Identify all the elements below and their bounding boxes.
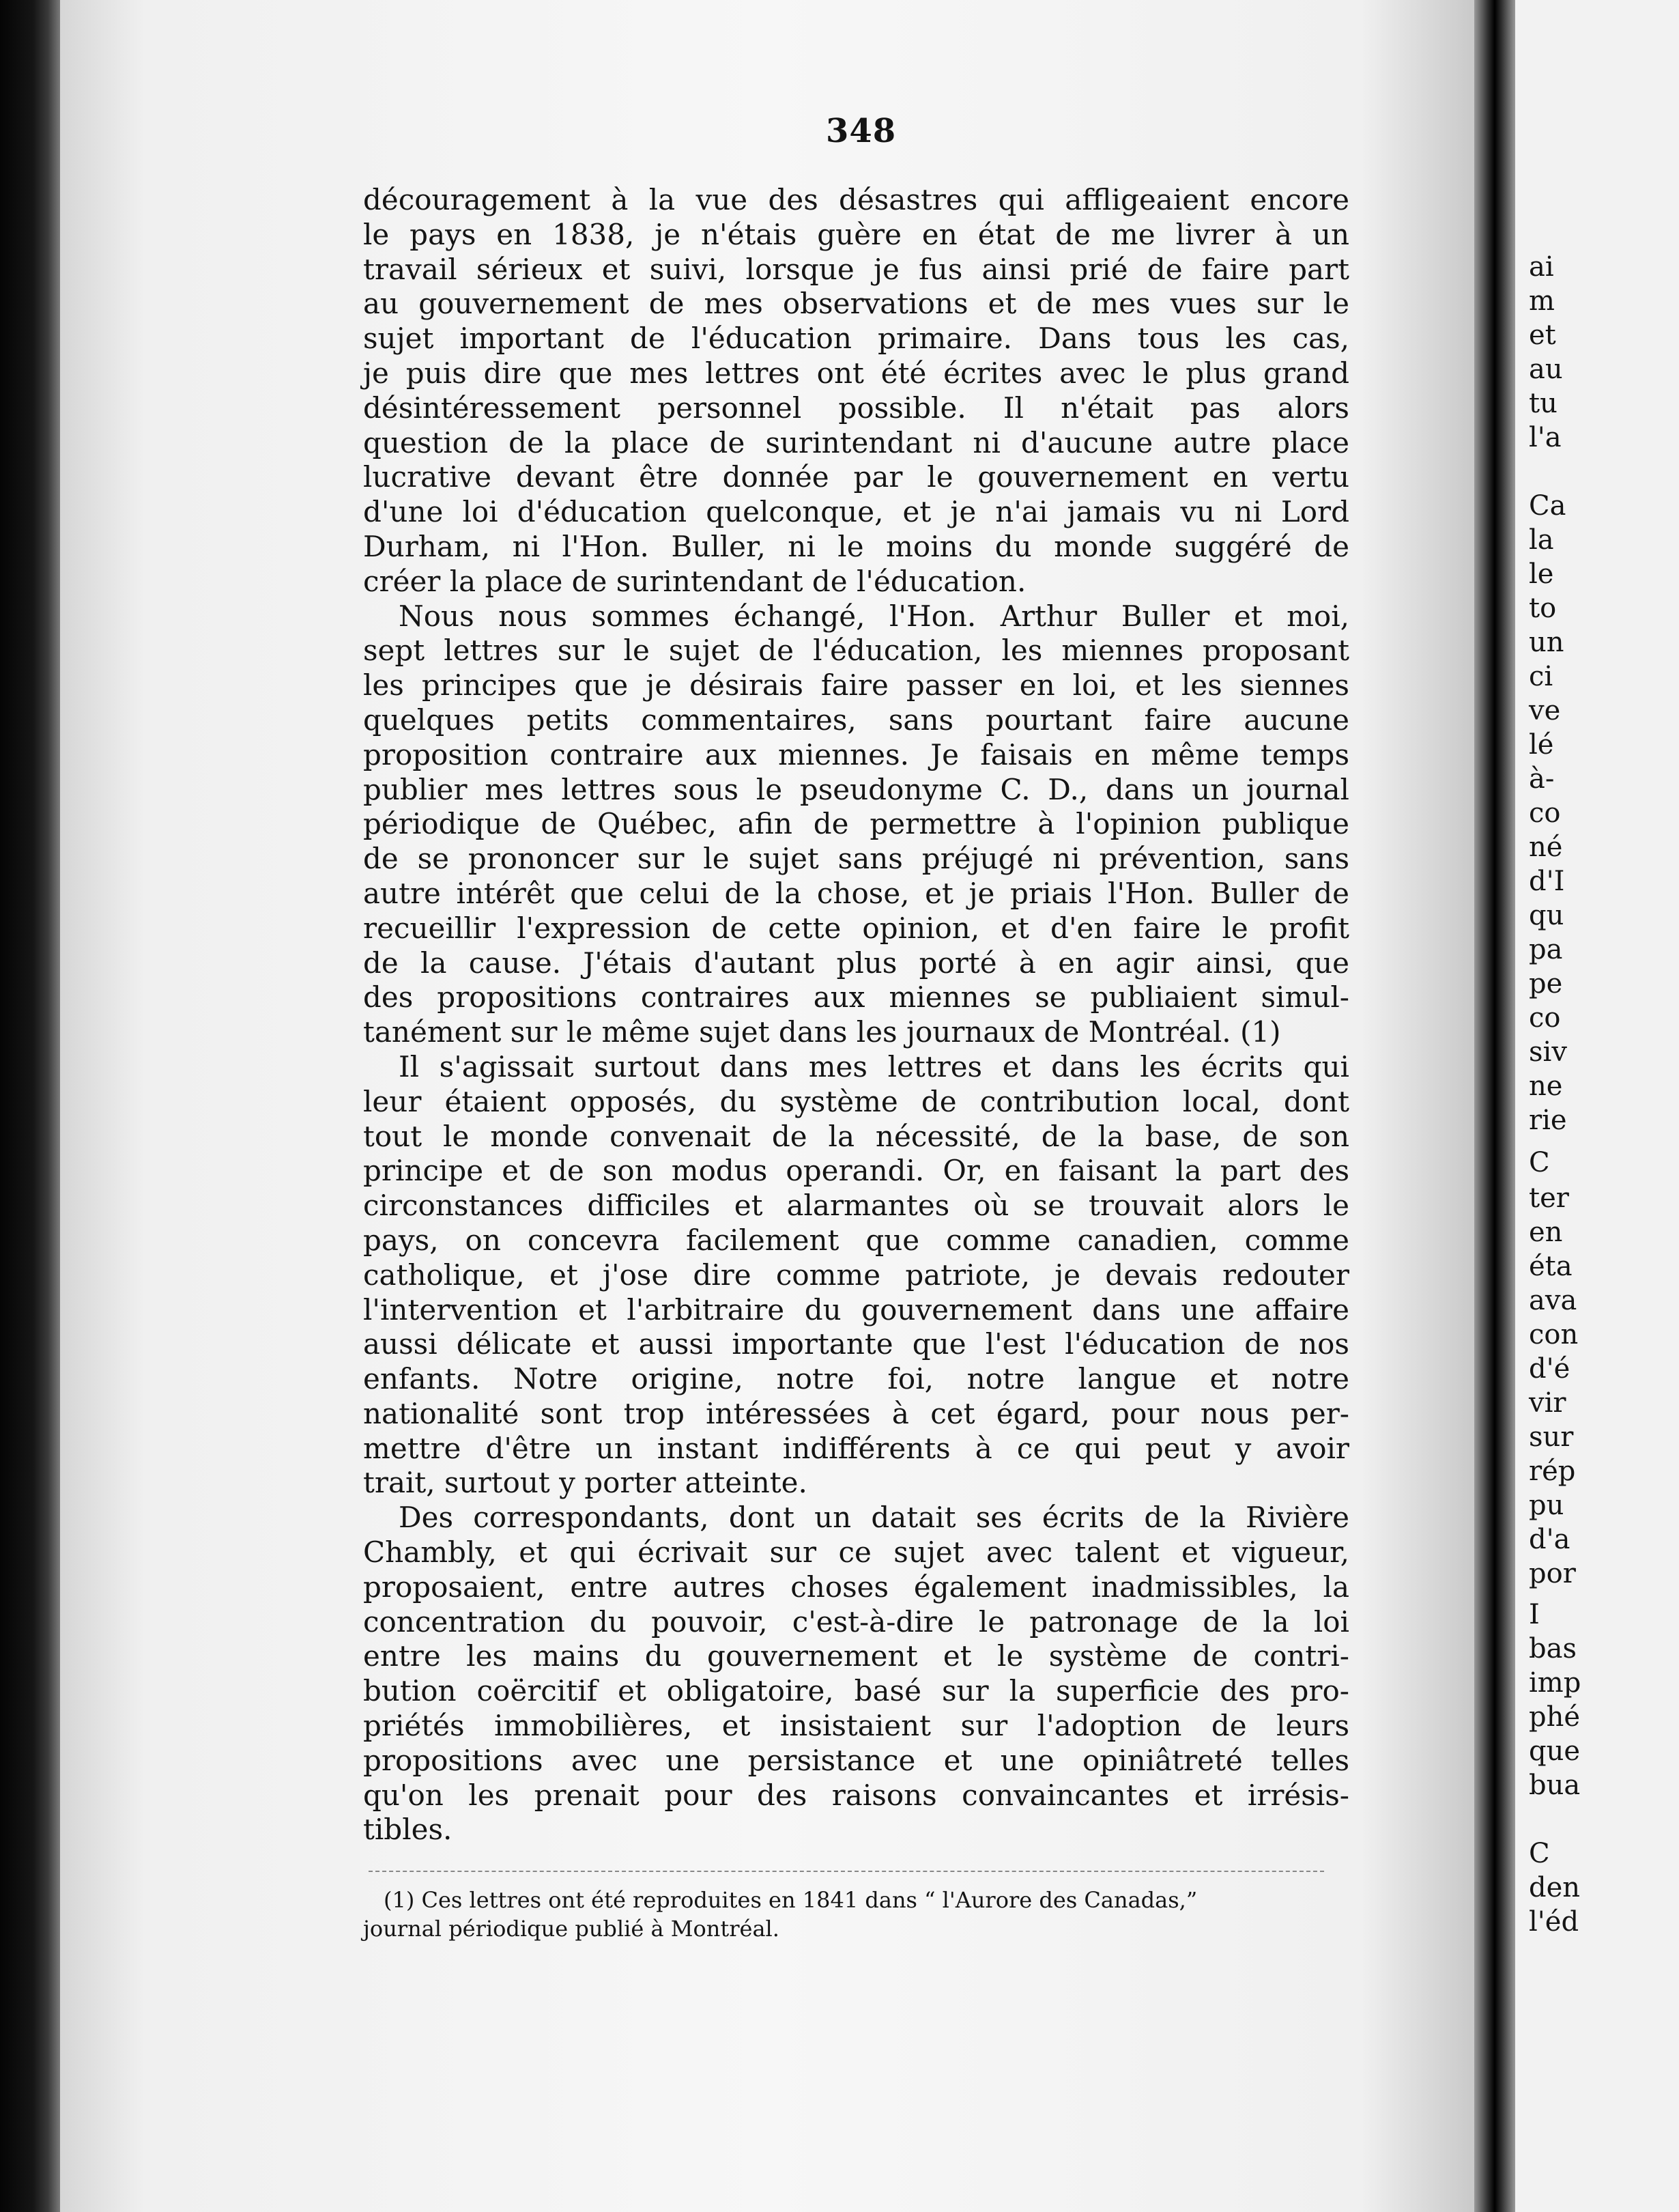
facing-page-text: à- <box>1529 763 1555 795</box>
text-line: créer la place de surintendant de l'éducation. <box>363 564 1027 598</box>
text-line: leur étaient opposés, du système de contribution local, dont <box>363 1084 1349 1118</box>
text-line: Il s'agissait surtout dans mes lettres et dans les écrits qui <box>399 1049 1349 1083</box>
text-line: aussi délicate et aussi importante que l'est l'éducation de nos <box>363 1327 1349 1361</box>
facing-page-text: imp <box>1529 1667 1581 1699</box>
text-line: entre les mains du gouvernement et le système de contri- <box>363 1639 1349 1673</box>
facing-page-text: pa <box>1529 934 1563 965</box>
facing-page-text: d'é <box>1529 1353 1570 1385</box>
facing-page-text: ne <box>1529 1070 1563 1102</box>
text-line: propositions avec une persistance et une opiniâtreté telles <box>363 1743 1349 1777</box>
footnote-rule <box>369 1871 1324 1872</box>
facing-page-text: phé <box>1529 1701 1581 1733</box>
text-line: mettre d'être un instant indifférents à ce qui peut y avoir <box>363 1431 1349 1465</box>
footnote <box>363 1886 1349 1943</box>
facing-page-text: l'a <box>1529 422 1562 453</box>
text-line: tibles. <box>363 1813 453 1847</box>
text-line: sujet important de l'éducation primaire. Dans tous les cas, <box>363 322 1349 356</box>
facing-page-text: rép <box>1529 1456 1576 1487</box>
facing-page-text: co <box>1529 797 1561 829</box>
facing-page-text: C <box>1529 1147 1550 1178</box>
text-line: proposaient, entre autres choses également inadmissibles, la <box>363 1570 1349 1604</box>
text-line: recueillir l'expression de cette opinion, et d'en faire le profit <box>363 911 1349 945</box>
facing-page-text: un <box>1529 627 1564 658</box>
facing-page-text: m <box>1529 285 1555 317</box>
facing-page-text: ve <box>1529 695 1561 726</box>
text-line: bution coërcitif et obligatoire, basé sur la superficie des pro- <box>363 1674 1349 1708</box>
text-line: sept lettres sur le sujet de l'éducation, les miennes proposant <box>363 634 1349 668</box>
facing-page-text: vir <box>1529 1387 1566 1419</box>
text-line: tout le monde convenait de la nécessité, de la base, de son <box>363 1119 1349 1153</box>
text-line: les principes que je désirais faire passer en loi, et les siennes <box>363 668 1349 703</box>
facing-page-text: Ca <box>1529 490 1566 522</box>
text-line: publier mes lettres sous le pseudonyme C. D., dans un journal <box>363 772 1349 806</box>
text-line: enfants. Notre origine, notre foi, notre langue et notre <box>363 1362 1349 1396</box>
text-line: catholique, et j'ose dire comme patriote, je devais redouter <box>363 1258 1349 1292</box>
text-line: l'intervention et l'arbitraire du gouvernement dans une affaire <box>363 1292 1349 1327</box>
text-line: proposition contraire aux miennes. Je faisais en même temps <box>363 737 1349 771</box>
text-line: concentration du pouvoir, c'est-à-dire le patronage de la loi <box>363 1604 1349 1639</box>
text-line: principe et de son modus operandi. Or, en faisant la part des <box>363 1154 1349 1188</box>
facing-page-text: né <box>1529 832 1563 863</box>
text-line: priétés immobilières, et insistaient sur l'adoption de leurs <box>363 1709 1349 1743</box>
facing-page-text: l'éd <box>1529 1906 1579 1938</box>
facing-page-text: den <box>1529 1872 1581 1903</box>
facing-page-text: et <box>1529 320 1556 351</box>
facing-page-text: en <box>1529 1217 1563 1248</box>
facing-page-text: co <box>1529 1002 1561 1034</box>
facing-page-text: au <box>1529 354 1563 385</box>
text-line: pays, on concevra facilement que comme canadien, comme <box>363 1223 1349 1257</box>
facing-page-text: sur <box>1529 1421 1574 1453</box>
text-line: Nous nous sommes échangé, l'Hon. Arthur Buller et moi, <box>399 599 1349 633</box>
facing-page-text: ai <box>1529 251 1554 283</box>
text-line: le pays en 1838, je n'étais guère en état de me livrer à un <box>363 217 1349 251</box>
text-line: trait, surtout y porter atteinte. <box>363 1466 807 1500</box>
facing-page-fragment <box>1515 0 1679 2212</box>
facing-page-text: éta <box>1529 1251 1573 1282</box>
facing-page-text: to <box>1529 593 1557 624</box>
text-line: d'une loi d'éducation quelconque, et je n'ai jamais vu ni Lord <box>363 495 1349 529</box>
text-line: périodique de Québec, afin de permettre à l'opinion publique <box>363 807 1349 841</box>
text-line: des propositions contraires aux miennes se publiaient simul- <box>363 980 1349 1015</box>
footnote-line: journal périodique publié à Montréal. <box>363 1916 779 1942</box>
text-line: Durham, ni l'Hon. Buller, ni le moins du monde suggéré de <box>363 529 1349 563</box>
facing-page-text: lé <box>1529 729 1554 761</box>
text-line: au gouvernement de mes observations et de mes vues sur le <box>363 287 1349 321</box>
text-line: découragement à la vue des désastres qui affligeaient encore <box>363 183 1349 216</box>
text-line: tanément sur le même sujet dans les journaux de Montréal. (1) <box>363 1015 1281 1049</box>
facing-page-text: ter <box>1529 1182 1569 1214</box>
text-line: autre intérêt que celui de la chose, et je priais l'Hon. Buller de <box>363 876 1349 910</box>
facing-page-text: d'a <box>1529 1524 1570 1555</box>
text-line: question de la place de surintendant ni d'aucune autre place <box>363 425 1349 459</box>
facing-page-text: bua <box>1529 1770 1581 1801</box>
body-text <box>363 183 1349 1847</box>
text-line: qu'on les prenait pour des raisons convaincantes et irrésis- <box>363 1778 1349 1812</box>
facing-page-text: pe <box>1529 968 1563 999</box>
facing-page-text: la <box>1529 524 1554 556</box>
footnote-line: (1) Ces lettres ont été reproduites en 1841 dans “ l'Aurore des Canadas,” <box>384 1887 1198 1913</box>
text-line: Chambly, et qui écrivait sur ce sujet avec talent et vigueur, <box>363 1535 1349 1570</box>
facing-page-text: ava <box>1529 1285 1577 1316</box>
text-line: quelques petits commentaires, sans pourtant faire aucune <box>363 703 1349 737</box>
facing-page-text: tu <box>1529 388 1558 419</box>
facing-page-text: C <box>1529 1838 1550 1869</box>
facing-page-text: por <box>1529 1558 1576 1589</box>
text-line: circonstances difficiles et alarmantes où se trouvait alors le <box>363 1189 1349 1223</box>
text-line: de la cause. J'étais d'autant plus porté à en agir ainsi, que <box>363 946 1349 980</box>
page-number: 348 <box>826 112 897 150</box>
text-line: lucrative devant être donnée par le gouvernement en vertu <box>363 460 1349 494</box>
scan-left-edge <box>0 0 60 2212</box>
text-line: travail sérieux et suivi, lorsque je fus ainsi prié de faire part <box>363 252 1349 286</box>
facing-page-text: qu <box>1529 900 1564 931</box>
text-line: de se prononcer sur le sujet sans préjugé ni prévention, sans <box>363 842 1349 876</box>
facing-page-text: que <box>1529 1735 1581 1767</box>
book-gutter <box>1474 0 1515 2212</box>
facing-page-text: d'I <box>1529 866 1565 897</box>
text-line: je puis dire que mes lettres ont été écrites avec le plus grand <box>363 356 1349 390</box>
facing-page-text: pu <box>1529 1490 1564 1521</box>
facing-page-text: I <box>1529 1599 1540 1630</box>
text-line: nationalité sont trop intéressées à cet égard, pour nous per- <box>363 1396 1349 1430</box>
facing-page-text: bas <box>1529 1633 1577 1664</box>
facing-page-text: rie <box>1529 1105 1567 1136</box>
facing-page-text: ci <box>1529 661 1553 692</box>
text-line: Des correspondants, dont un datait ses écrits de la Rivière <box>399 1501 1349 1535</box>
facing-page-text: con <box>1529 1319 1579 1350</box>
facing-page-text: siv <box>1529 1036 1567 1068</box>
text-line: désintéressement personnel possible. Il n'était pas alors <box>363 391 1349 425</box>
facing-page-text: le <box>1529 558 1554 590</box>
